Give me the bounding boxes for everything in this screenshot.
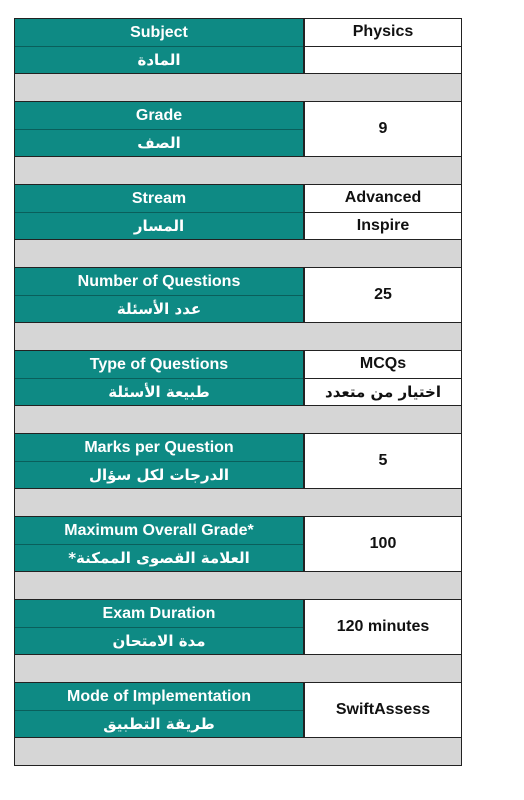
spacer-row xyxy=(15,322,461,350)
label-mode-ar: طريقة التطبيق xyxy=(15,710,303,737)
label-stream-ar: المسار xyxy=(15,212,303,239)
label-questions-ar: عدد الأسئلة xyxy=(15,295,303,322)
label-marks-ar: الدرجات لكل سؤال xyxy=(15,461,303,488)
row-marks-per-question xyxy=(15,433,461,488)
value-mode-of-implementation[interactable]: SwiftAssess xyxy=(335,701,431,718)
label-subject-en: Subject xyxy=(15,19,303,46)
exam-info-table xyxy=(14,18,462,766)
label-subject-ar: المادة xyxy=(15,46,303,73)
row-type-of-questions xyxy=(15,350,461,405)
value-stream-1[interactable]: Advanced xyxy=(344,189,422,207)
label-duration-ar: مدة الامتحان xyxy=(15,627,303,654)
value-grade[interactable]: 9 xyxy=(378,120,388,137)
value-subject-empty[interactable] xyxy=(305,46,461,74)
label-grade-ar: الصف xyxy=(15,129,303,156)
value-maximum-grade[interactable]: 100 xyxy=(369,535,397,552)
value-type-ar[interactable]: اختيار من متعدد xyxy=(305,378,461,406)
row-stream xyxy=(15,184,461,239)
label-max-grade-ar: العلامة القصوى الممكنة* xyxy=(15,544,303,571)
row-mode-of-implementation xyxy=(15,682,461,737)
row-subject xyxy=(15,18,461,73)
value-marks-per-question[interactable]: 5 xyxy=(378,452,388,469)
spacer-row xyxy=(15,239,461,267)
row-exam-duration xyxy=(15,599,461,654)
spacer-row xyxy=(15,654,461,682)
label-max-grade-en: Maximum Overall Grade* xyxy=(15,517,303,544)
spacer-row xyxy=(15,488,461,516)
value-type-en[interactable]: MCQs xyxy=(359,355,407,373)
label-mode-en: Mode of Implementation xyxy=(15,683,303,710)
label-grade-en: Grade xyxy=(15,102,303,129)
label-type-ar: طبيعة الأسئلة xyxy=(15,378,303,405)
value-exam-duration[interactable]: 120 minutes xyxy=(336,618,430,635)
label-stream-en: Stream xyxy=(15,185,303,212)
spacer-row xyxy=(15,737,461,766)
spacer-row xyxy=(15,73,461,101)
label-questions-en: Number of Questions xyxy=(15,268,303,295)
label-duration-en: Exam Duration xyxy=(15,600,303,627)
spacer-row xyxy=(15,156,461,184)
row-number-of-questions xyxy=(15,267,461,322)
value-number-of-questions[interactable]: 25 xyxy=(374,286,392,303)
label-marks-en: Marks per Question xyxy=(15,434,303,461)
row-maximum-grade xyxy=(15,516,461,571)
spacer-row xyxy=(15,571,461,599)
label-type-en: Type of Questions xyxy=(15,351,303,378)
row-grade xyxy=(15,101,461,156)
spacer-row xyxy=(15,405,461,433)
value-stream-2[interactable]: Inspire xyxy=(305,212,461,240)
value-subject[interactable]: Physics xyxy=(352,23,414,41)
